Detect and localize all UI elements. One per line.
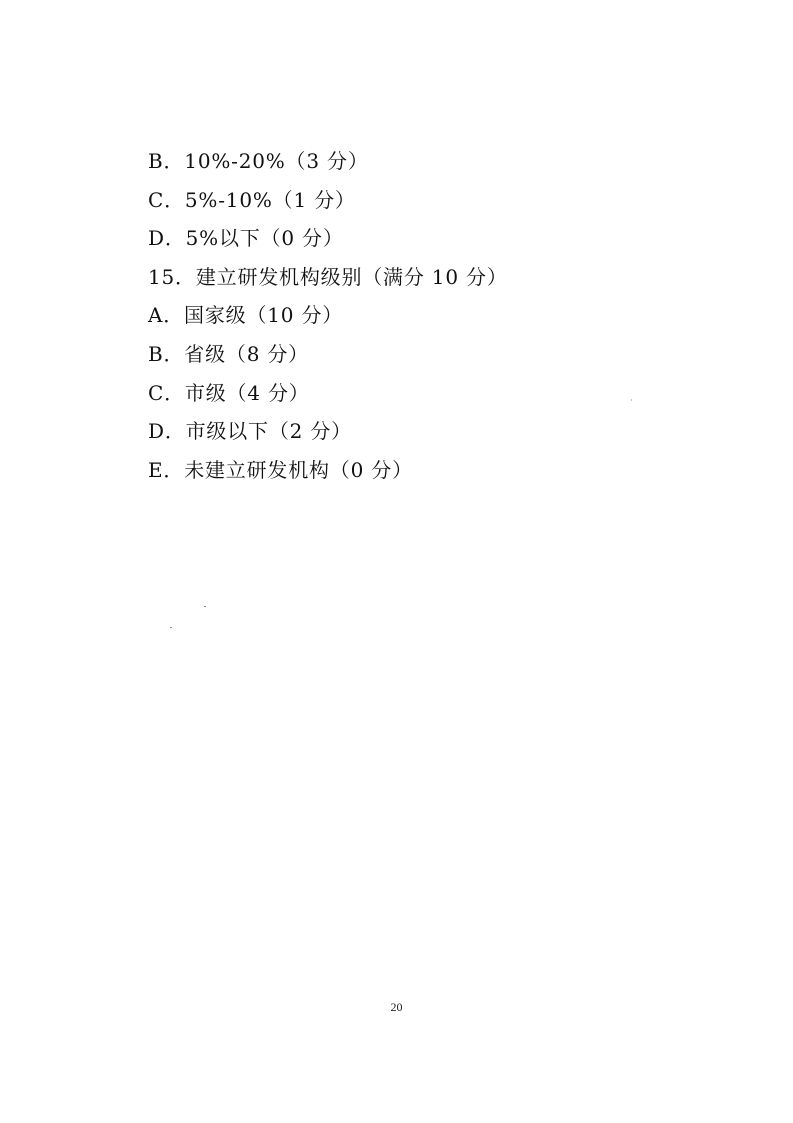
scan-speck — [204, 606, 206, 607]
scoring-options-list — [148, 142, 708, 489]
option-b-provincial-level: B．省级（8 分） — [148, 341, 309, 366]
option-e-no-research-institution: E．未建立研发机构（0 分） — [148, 457, 413, 482]
page-number: 20 — [390, 1000, 403, 1014]
option-d-below-city-level: D．市级以下（2 分） — [148, 419, 352, 444]
option-d-below-5-percent: D．5%以下（0 分） — [148, 226, 344, 251]
scan-speck — [170, 627, 172, 628]
scan-speck — [631, 399, 632, 401]
option-c-5-10-percent: C．5%-10%（1 分） — [148, 187, 356, 212]
option-c-city-level: C．市级（4 分） — [148, 380, 310, 405]
question-15-title: 15．建立研发机构级别（满分 10 分） — [148, 264, 508, 289]
option-b-10-20-percent: B．10%-20%（3 分） — [148, 149, 369, 173]
option-a-national-level: A．国家级（10 分） — [148, 303, 344, 328]
